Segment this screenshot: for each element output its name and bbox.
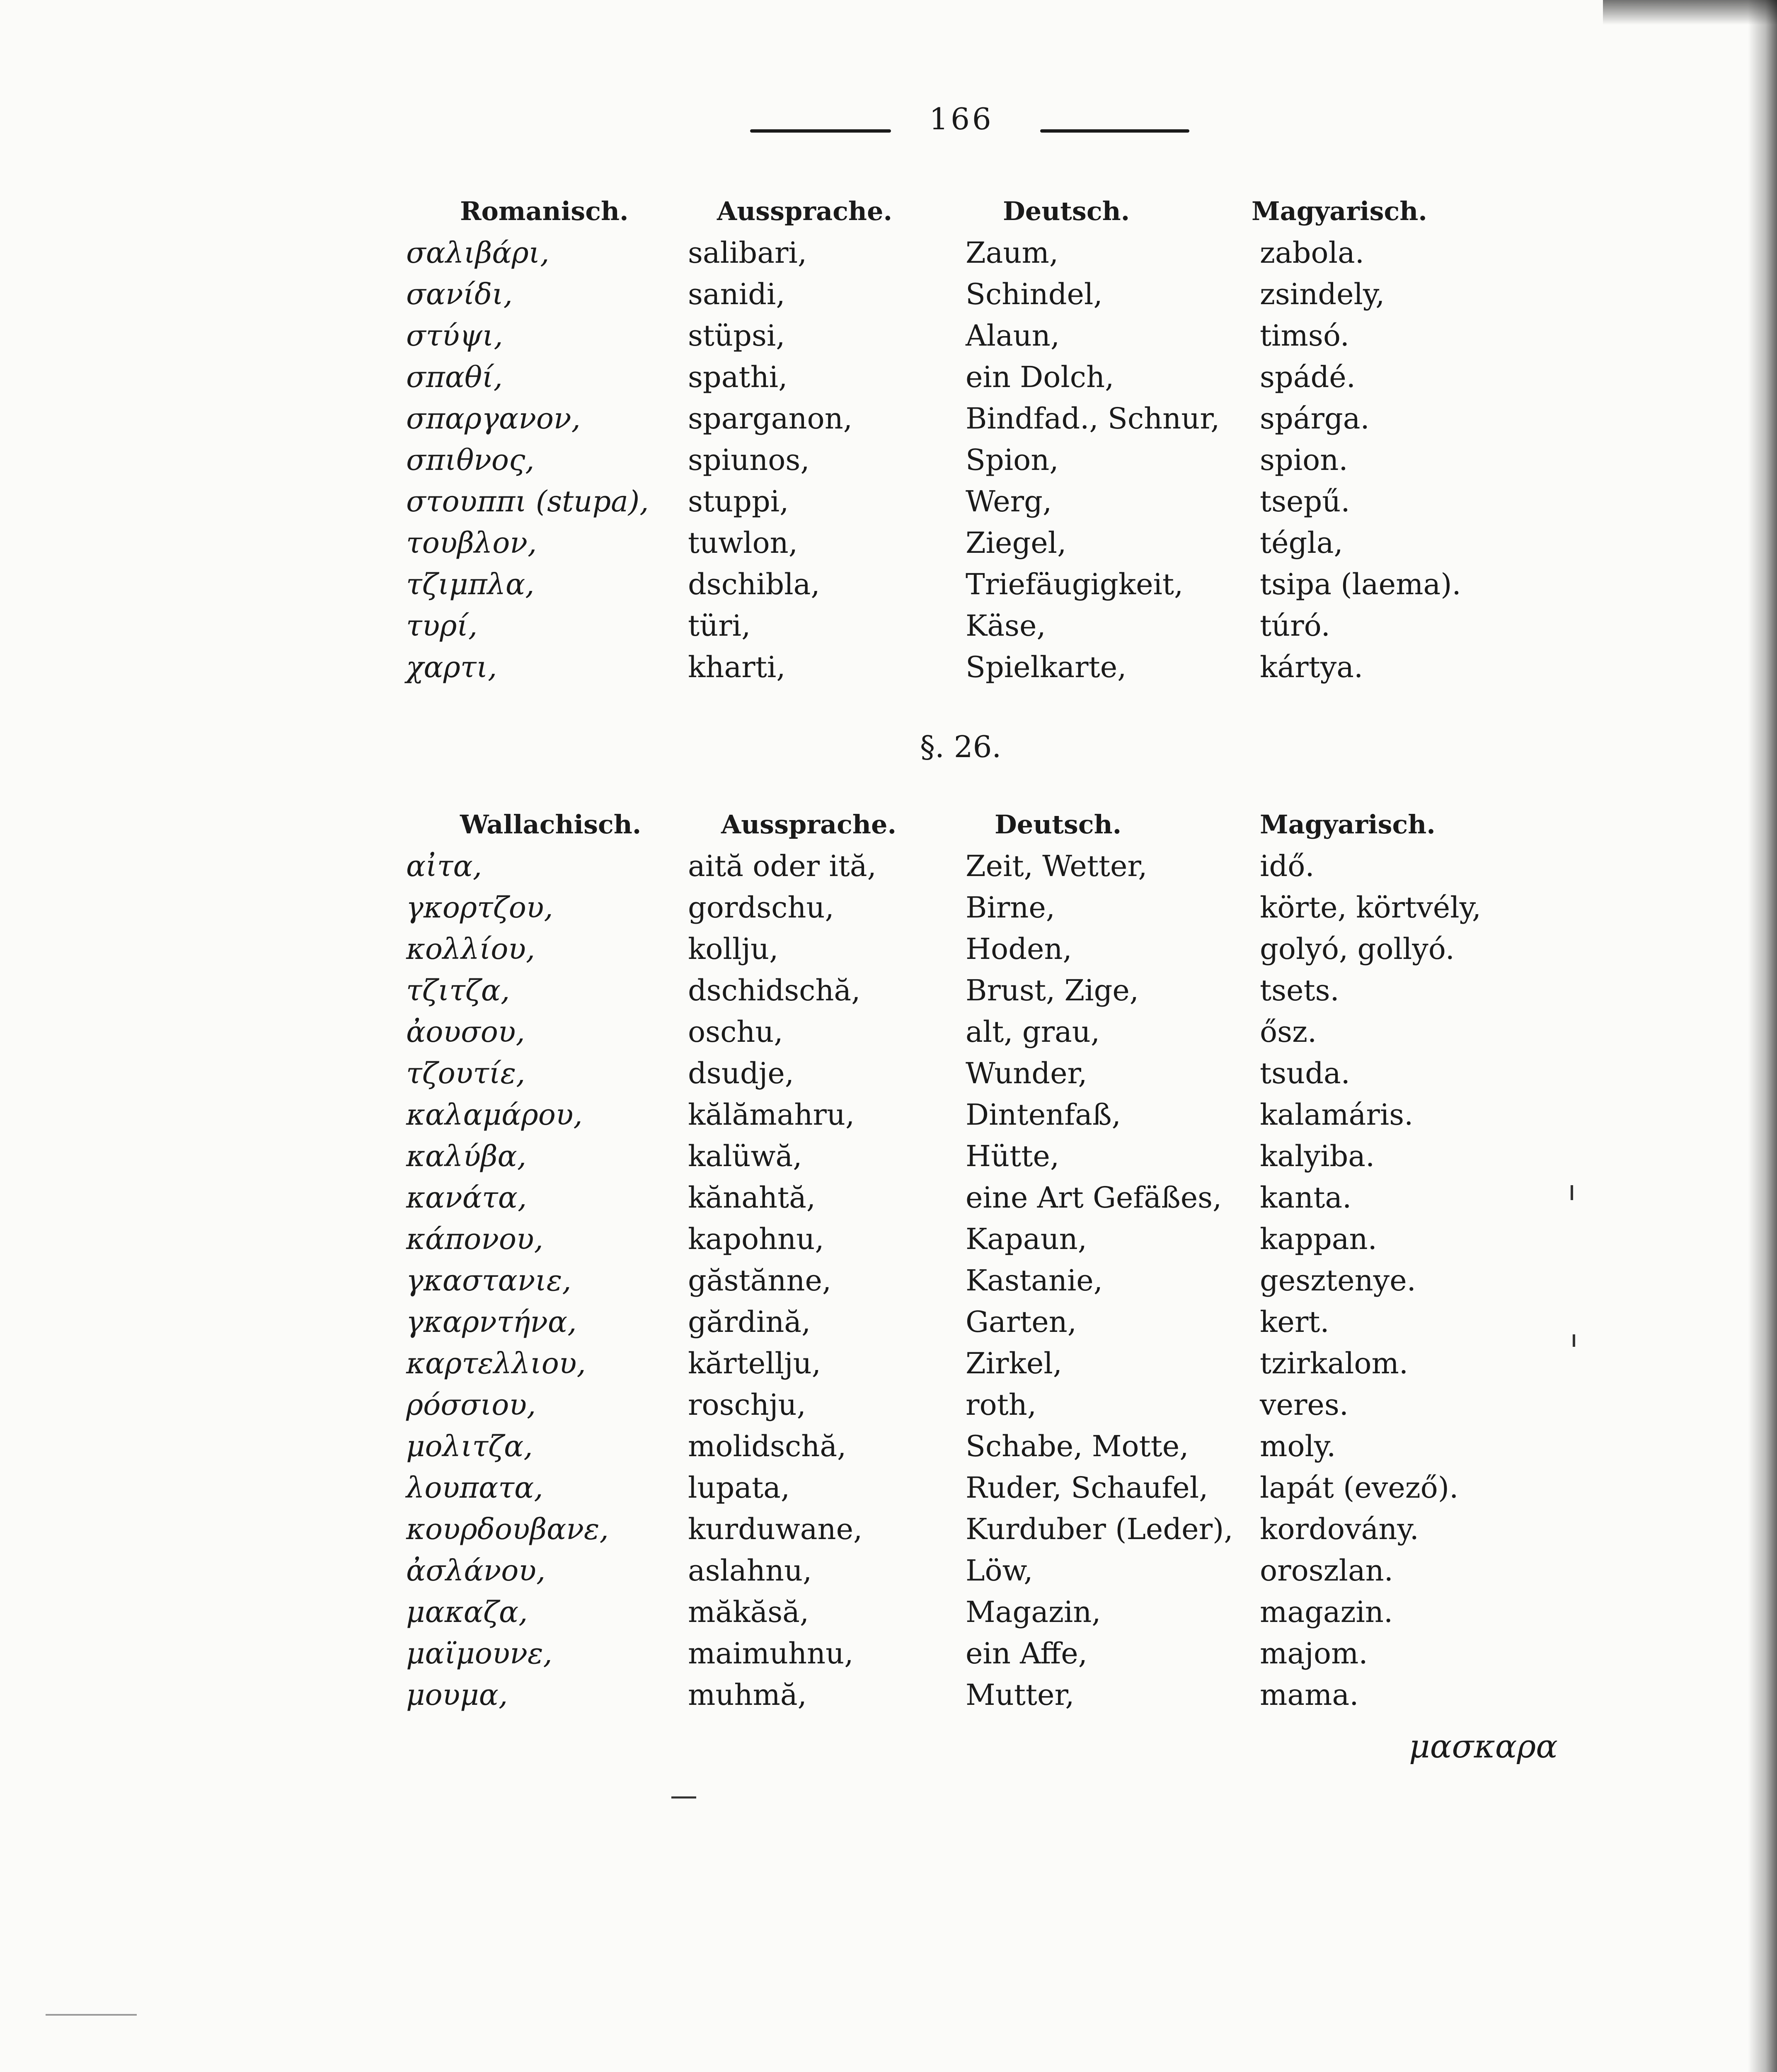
- stray-ink-mark: [1571, 1185, 1573, 1200]
- cell-source-word: κολλίου,: [406, 932, 535, 966]
- header-source-language: Wallachisch.: [460, 809, 642, 840]
- table-row: [0, 1426, 1777, 1467]
- cell-pronunciation: maimuhnu,: [688, 1636, 854, 1670]
- cell-german: Löw,: [966, 1554, 1033, 1588]
- table-row: [0, 1550, 1777, 1591]
- cell-pronunciation: kărtellju,: [688, 1346, 821, 1380]
- cell-hungarian: túró.: [1260, 609, 1330, 643]
- cell-german: Kapaun,: [966, 1222, 1087, 1256]
- right-header-rule: [1040, 129, 1189, 133]
- cell-source-word: καρτελλιου,: [406, 1346, 586, 1380]
- cell-source-word: στουππι (stupa),: [406, 484, 649, 518]
- cell-pronunciation: muhmă,: [688, 1678, 807, 1712]
- table-header: [0, 191, 1777, 232]
- cell-pronunciation: sparganon,: [688, 402, 853, 436]
- cell-hungarian: mama.: [1260, 1678, 1359, 1712]
- table-row: [0, 1343, 1777, 1384]
- table-row: [0, 1384, 1777, 1426]
- cell-german: Käse,: [966, 609, 1046, 643]
- cell-source-word: τζιτζα,: [406, 973, 510, 1007]
- cell-source-word: τουβλον,: [406, 526, 537, 560]
- cell-source-word: τζουτίε,: [406, 1056, 525, 1090]
- table-row: [0, 232, 1777, 274]
- table-row: [0, 1135, 1777, 1177]
- page-number: 166: [929, 102, 994, 136]
- cell-source-word: κουρδουβανε,: [406, 1512, 609, 1546]
- cell-german: Kastanie,: [966, 1264, 1103, 1297]
- table-row: [0, 564, 1777, 605]
- cell-german: Hoden,: [966, 932, 1072, 966]
- table-row: [0, 315, 1777, 356]
- header-hungarian: Magyarisch.: [1260, 809, 1436, 840]
- table-row: [0, 928, 1777, 970]
- cell-source-word: γκαρντήνα,: [406, 1305, 577, 1339]
- cell-source-word: μαϊμουνε,: [406, 1636, 552, 1670]
- cell-source-word: κάπονου,: [406, 1222, 543, 1256]
- cell-german: Birne,: [966, 891, 1056, 925]
- left-header-rule: [750, 129, 891, 133]
- cell-pronunciation: dsudje,: [688, 1056, 794, 1090]
- table-row: [0, 1301, 1777, 1343]
- cell-german: ein Affe,: [966, 1636, 1087, 1670]
- cell-hungarian: spárga.: [1260, 402, 1370, 436]
- cell-hungarian: ősz.: [1260, 1015, 1317, 1049]
- cell-hungarian: zabola.: [1260, 236, 1364, 270]
- cell-pronunciation: kollju,: [688, 932, 779, 966]
- cell-german: Zirkel,: [966, 1346, 1062, 1380]
- cell-hungarian: kordovány.: [1260, 1512, 1419, 1546]
- table-row: [0, 274, 1777, 315]
- cell-hungarian: timsó.: [1260, 319, 1349, 353]
- cell-pronunciation: sanidi,: [688, 277, 785, 311]
- cell-german: Bindfad., Schnur,: [966, 402, 1220, 436]
- cell-german: Ruder, Schaufel,: [966, 1471, 1208, 1505]
- cell-pronunciation: kănahtă,: [688, 1181, 816, 1215]
- cell-pronunciation: aită oder ită,: [688, 849, 876, 883]
- stray-ink-mark: [46, 2014, 137, 2016]
- cell-pronunciation: spiunos,: [688, 443, 810, 477]
- cell-hungarian: tsets.: [1260, 973, 1339, 1007]
- cell-pronunciation: türi,: [688, 609, 751, 643]
- table-row: [0, 646, 1777, 688]
- cell-pronunciation: gărdină,: [688, 1305, 811, 1339]
- table-row: [0, 1177, 1777, 1218]
- cell-source-word: μουμα,: [406, 1678, 508, 1712]
- cell-german: Mutter,: [966, 1678, 1075, 1712]
- cell-pronunciation: kurduwane,: [688, 1512, 863, 1546]
- cell-hungarian: kert.: [1260, 1305, 1329, 1339]
- cell-german: Magazin,: [966, 1595, 1101, 1629]
- cell-source-word: καλαμάρου,: [406, 1098, 583, 1132]
- cell-hungarian: tzirkalom.: [1260, 1346, 1409, 1380]
- cell-pronunciation: gordschu,: [688, 891, 834, 925]
- cell-hungarian: tsipa (laema).: [1260, 567, 1461, 601]
- cell-pronunciation: oschu,: [688, 1015, 783, 1049]
- cell-source-word: ἀσλάνου,: [406, 1554, 546, 1588]
- cell-hungarian: majom.: [1260, 1636, 1368, 1670]
- cell-source-word: σπαργανον,: [406, 402, 581, 436]
- table-row: [0, 1591, 1777, 1633]
- section-heading: §. 26.: [920, 729, 1002, 764]
- cell-source-word: γκαστανιε,: [406, 1264, 571, 1297]
- cell-german: Schabe, Motte,: [966, 1429, 1189, 1463]
- cell-german: alt, grau,: [966, 1015, 1100, 1049]
- cell-hungarian: körte, körtvély,: [1260, 891, 1482, 925]
- cell-pronunciation: găstănne,: [688, 1264, 832, 1297]
- cell-source-word: λουπατα,: [406, 1471, 543, 1505]
- table-row: [0, 887, 1777, 928]
- header-pronunciation: Aussprache.: [717, 196, 893, 226]
- cell-german: eine Art Gefäßes,: [966, 1181, 1222, 1215]
- cell-pronunciation: dschibla,: [688, 567, 820, 601]
- cell-german: Zeit, Wetter,: [966, 849, 1148, 883]
- header-german: Deutsch.: [995, 809, 1122, 840]
- cell-hungarian: tsuda.: [1260, 1056, 1350, 1090]
- cell-pronunciation: roschju,: [688, 1388, 806, 1422]
- cell-source-word: καλύβα,: [406, 1139, 527, 1173]
- cell-pronunciation: măkăsă,: [688, 1595, 809, 1629]
- cell-hungarian: zsindely,: [1260, 277, 1385, 311]
- table-row: [0, 1218, 1777, 1260]
- cell-pronunciation: spathi,: [688, 360, 788, 394]
- table-row: [0, 356, 1777, 398]
- cell-hungarian: moly.: [1260, 1429, 1336, 1463]
- cell-german: Zaum,: [966, 236, 1059, 270]
- cell-german: Triefäugigkeit,: [966, 567, 1184, 601]
- cell-hungarian: kanta.: [1260, 1181, 1352, 1215]
- table-row: [0, 1633, 1777, 1674]
- cell-german: Spielkarte,: [966, 650, 1127, 684]
- cell-german: Ziegel,: [966, 526, 1067, 560]
- cell-hungarian: gesztenye.: [1260, 1264, 1416, 1297]
- cell-pronunciation: dschidschă,: [688, 973, 861, 1007]
- cell-hungarian: idő.: [1260, 849, 1315, 883]
- cell-source-word: γκορτζου,: [406, 891, 553, 925]
- cell-hungarian: golyó, gollyó.: [1260, 932, 1455, 966]
- cell-source-word: μολιτζα,: [406, 1429, 533, 1463]
- cell-german: Spion,: [966, 443, 1059, 477]
- cell-source-word: σαλιβάρι,: [406, 236, 550, 270]
- cell-hungarian: kalamáris.: [1260, 1098, 1414, 1132]
- table-row: [0, 970, 1777, 1011]
- cell-hungarian: tsepű.: [1260, 484, 1350, 518]
- cell-german: Werg,: [966, 484, 1052, 518]
- cell-german: Hütte,: [966, 1139, 1060, 1173]
- table-row: [0, 1094, 1777, 1135]
- table-row: [0, 1011, 1777, 1053]
- table-row: [0, 605, 1777, 646]
- header-source-language: Romanisch.: [460, 196, 629, 226]
- cell-source-word: στύψι,: [406, 319, 503, 353]
- table-row: [0, 398, 1777, 439]
- cell-hungarian: lapát (evező).: [1260, 1471, 1459, 1505]
- cell-german: Garten,: [966, 1305, 1077, 1339]
- cell-hungarian: veres.: [1260, 1388, 1349, 1422]
- table-row: [0, 481, 1777, 522]
- cell-pronunciation: salibari,: [688, 236, 807, 270]
- cell-german: Wunder,: [966, 1056, 1087, 1090]
- cell-hungarian: kártya.: [1260, 650, 1363, 684]
- table-header: [0, 804, 1777, 845]
- cell-hungarian: oroszlan.: [1260, 1554, 1394, 1588]
- cell-source-word: μακαζα,: [406, 1595, 528, 1629]
- cell-pronunciation: kalüwă,: [688, 1139, 802, 1173]
- stray-ink-mark: [671, 1796, 696, 1798]
- cell-german: Kurduber (Leder),: [966, 1512, 1233, 1546]
- cell-hungarian: magazin.: [1260, 1595, 1393, 1629]
- cell-source-word: ρόσσιου,: [406, 1388, 536, 1422]
- cell-hungarian: kalyiba.: [1260, 1139, 1375, 1173]
- cell-pronunciation: aslahnu,: [688, 1554, 812, 1588]
- cell-source-word: τζιμπλα,: [406, 567, 535, 601]
- cell-source-word: αἰτα,: [406, 849, 482, 883]
- table-row: [0, 845, 1777, 887]
- cell-german: roth,: [966, 1388, 1037, 1422]
- header-hungarian: Magyarisch.: [1252, 196, 1427, 226]
- cell-source-word: τυρί,: [406, 609, 478, 643]
- cell-pronunciation: stüpsi,: [688, 319, 785, 353]
- cell-source-word: σανίδι,: [406, 277, 513, 311]
- table-row: [0, 1674, 1777, 1716]
- cell-german: ein Dolch,: [966, 360, 1114, 394]
- table-row: [0, 1467, 1777, 1508]
- cell-hungarian: spion.: [1260, 443, 1348, 477]
- cell-german: Brust, Zige,: [966, 973, 1139, 1007]
- cell-pronunciation: tuwlon,: [688, 526, 798, 560]
- cell-pronunciation: molidschă,: [688, 1429, 847, 1463]
- header-german: Deutsch.: [1003, 196, 1130, 226]
- corner-shadow: [1603, 0, 1777, 25]
- catchword: μασκαρα: [1409, 1728, 1558, 1765]
- table-row: [0, 1260, 1777, 1301]
- cell-german: Schindel,: [966, 277, 1103, 311]
- table-row: [0, 439, 1777, 481]
- cell-hungarian: spádé.: [1260, 360, 1356, 394]
- table-row: [0, 1508, 1777, 1550]
- table-row: [0, 1053, 1777, 1094]
- header-pronunciation: Aussprache.: [721, 809, 897, 840]
- cell-source-word: ἀουσου,: [406, 1015, 525, 1049]
- cell-source-word: κανάτα,: [406, 1181, 527, 1215]
- table-row: [0, 522, 1777, 564]
- cell-pronunciation: lupata,: [688, 1471, 790, 1505]
- cell-source-word: χαρτι,: [406, 650, 497, 684]
- cell-hungarian: kappan.: [1260, 1222, 1377, 1256]
- cell-source-word: σπαθί,: [406, 360, 503, 394]
- cell-source-word: σπιθνος,: [406, 443, 535, 477]
- cell-pronunciation: kălămahru,: [688, 1098, 855, 1132]
- cell-german: Alaun,: [966, 319, 1060, 353]
- cell-german: Dintenfaß,: [966, 1098, 1121, 1132]
- cell-pronunciation: stuppi,: [688, 484, 789, 518]
- cell-hungarian: tégla,: [1260, 526, 1343, 560]
- cell-pronunciation: kapohnu,: [688, 1222, 824, 1256]
- cell-pronunciation: kharti,: [688, 650, 786, 684]
- stray-ink-mark: [1573, 1334, 1575, 1347]
